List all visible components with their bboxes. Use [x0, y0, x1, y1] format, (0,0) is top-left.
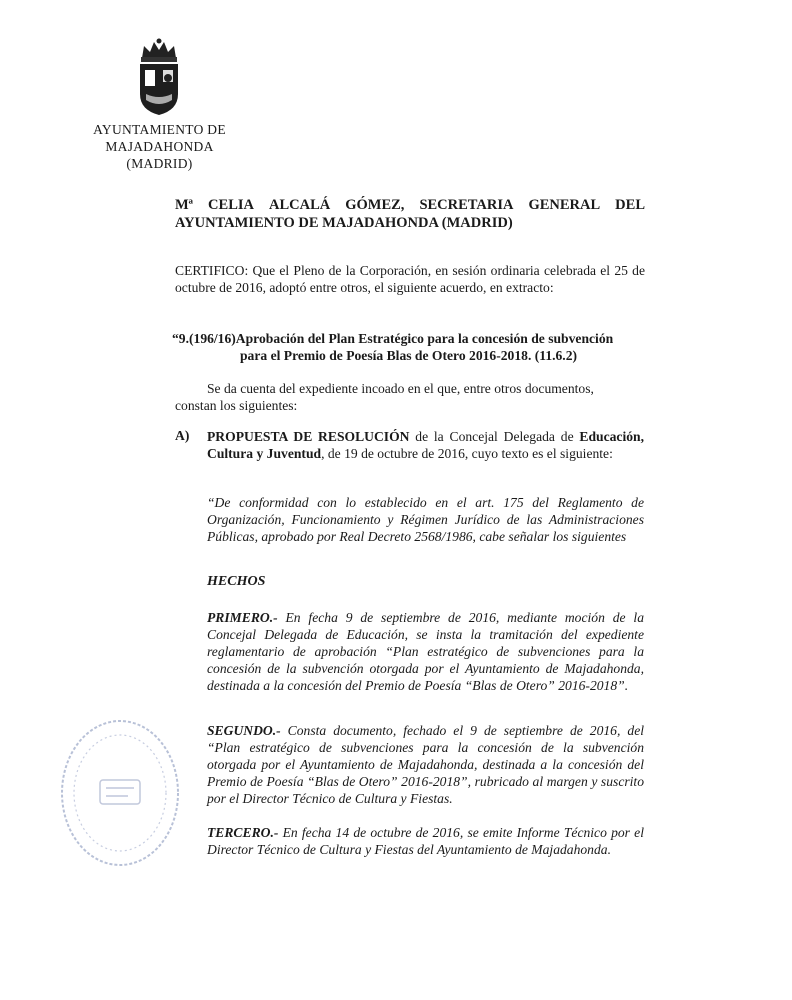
title-word: GÓMEZ,: [345, 197, 405, 213]
segundo-text: Consta documento, fechado el 9 de septiembre de 2016, del “Plan estratégico de subvenciones para la concesión de la subvención otorgada por el Ayuntamiento de Majadahonda, destinada a la concesión del Premio de Poesía “Blas de Otero” 2016-2018”, rubricado al margen y suscrito por el Director Técnico de Cultura y Fiestas.: [207, 723, 644, 806]
org-line-1: AYUNTAMIENTO DE: [93, 122, 226, 137]
tercero-label: TERCERO.-: [207, 825, 279, 840]
title-word: CELIA: [208, 197, 254, 213]
primero-label: PRIMERO.-: [207, 610, 278, 625]
title-word: Mª: [175, 197, 194, 213]
title-word: ALCALÁ: [268, 197, 331, 213]
section-a-label: A): [175, 428, 190, 443]
document-title: [175, 196, 645, 232]
propuesta-paragraph: [207, 428, 644, 462]
org-line-3: (MADRID): [126, 156, 193, 171]
cuenta-paragraph: [175, 380, 645, 414]
hechos-heading: HECHOS: [207, 574, 266, 589]
propuesta-bold: PROPUESTA DE RESOLUCIÓN: [207, 429, 410, 444]
cuenta-line-1: Se da cuenta del expediente incoado en el que, entre otros documentos,: [207, 381, 594, 396]
certifico-paragraph: [175, 262, 645, 296]
certifico-text: : Que el Pleno de la Corporación, en sesión ordinaria celebrada el 25 de octubre de 2016, adoptó entre otros, el siguiente acuerdo, en extracto:: [175, 263, 645, 295]
propuesta-mid: de la Concejal Delegada de: [409, 429, 580, 444]
propuesta-rest: , de 19 de octubre de 2016, cuyo texto es el siguiente:: [321, 446, 613, 461]
title-line-1: [175, 196, 645, 214]
segundo-paragraph: [207, 722, 644, 807]
primero-paragraph: [207, 609, 644, 694]
tercero-paragraph: [207, 824, 644, 858]
official-stamp-icon: [58, 716, 182, 870]
segundo-label: SEGUNDO.-: [207, 723, 281, 738]
cuenta-line-2: constan los siguientes:: [175, 398, 298, 413]
agenda-item-line-2: para el Premio de Poesía Blas de Otero 2016-2018. (11.6.2): [240, 348, 578, 363]
agenda-item-heading: [172, 330, 644, 364]
municipal-crest-icon: [132, 36, 186, 116]
organization-name: [82, 121, 237, 172]
tercero-text: En fecha 14 de octubre de 2016, se emite Informe Técnico por el Director Técnico de Cultura y Fiestas del Ayuntamiento de Majadahonda.: [207, 825, 644, 857]
quote-paragraph: “De conformidad con lo establecido en el art. 175 del Reglamento de Organización, Funcionamiento y Régimen Jurídico de las Administraciones Públicas, aprobado por Real Decreto 2568/1986, cabe señalar los siguientes: [207, 495, 644, 544]
title-word: SECRETARIA: [419, 197, 514, 213]
agenda-item-line-1: “9.(196/16)Aprobación del Plan Estratégico para la concesión de subvención: [172, 331, 614, 346]
primero-text: En fecha 9 de septiembre de 2016, mediante moción de la Concejal Delegada de Educación, se insta la tramitación del expediente reglamentario de aprobación “Plan estratégico de subvenciones para la concesión de la subvención otorgada por el Ayuntamiento de Majadahonda, destinada a la concesión del Premio de Poesía “Blas de Otero” 2016-2018”.: [207, 610, 644, 693]
org-line-2: MAJADAHONDA: [105, 139, 214, 154]
title-word: GENERAL: [528, 197, 601, 213]
propuesta-bold-2: Educación, Cultura y Juventud: [207, 429, 644, 461]
title-line-2: AYUNTAMIENTO DE MAJADAHONDA (MADRID): [175, 215, 513, 231]
title-word: DEL: [615, 197, 645, 213]
certifico-label: CERTIFICO: [175, 263, 245, 278]
